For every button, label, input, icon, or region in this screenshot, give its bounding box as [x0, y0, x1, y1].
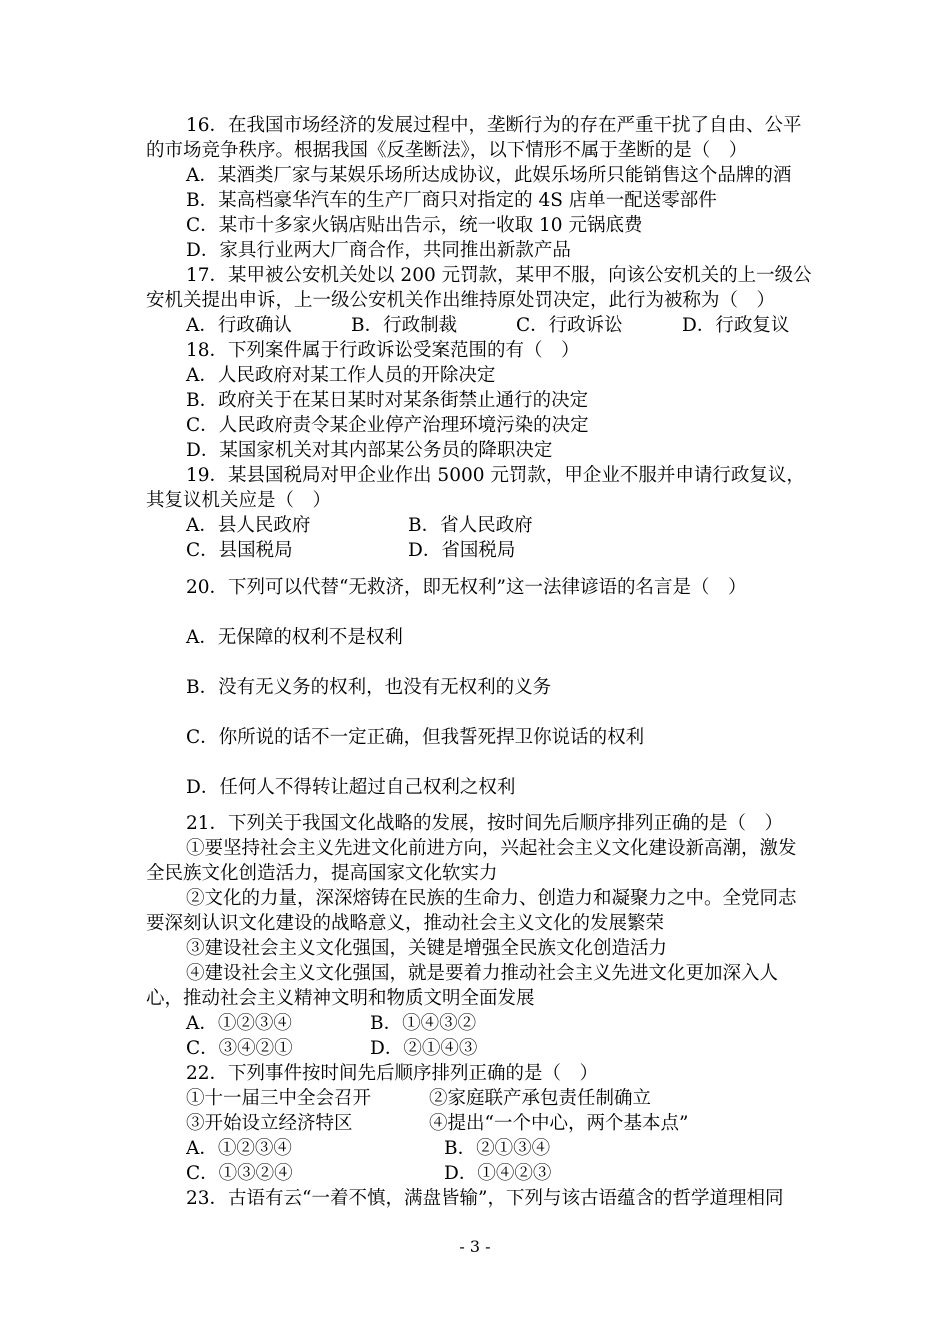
q16-stem-line1: 16．在我国市场经济的发展过程中，垄断行为的存在严重干扰了自由、公平 — [186, 115, 802, 136]
q19-stem-line2: 其复议机关应是（ ） — [146, 490, 332, 511]
q18-option-c: C．人民政府责令某企业停产治理环境污染的决定 — [186, 415, 589, 436]
q17-stem-line1: 17．某甲被公安机关处以 200 元罚款，某甲不服，向该公安机关的上一级公 — [186, 265, 812, 286]
q22-event-3: ③开始设立经济特区 — [186, 1113, 353, 1134]
q17-option-b: B．行政制裁 — [351, 315, 458, 336]
q17-option-a: A．行政确认 — [186, 315, 292, 336]
q16-option-b: B．某高档豪华汽车的生产厂商只对指定的 4S 店单一配送零部件 — [186, 190, 717, 211]
q16-option-d: D．家具行业两大厂商合作，共同推出新款产品 — [186, 240, 571, 261]
page-number: - 3 - — [459, 1237, 491, 1256]
q22-event-2: ②家庭联产承包责任制确立 — [429, 1088, 652, 1109]
q16-stem-line2: 的市场竞争秩序。根据我国《反垄断法》，以下情形不属于垄断的是（ ） — [146, 140, 748, 161]
q23-stem-line1: 23．古语有云“一着不慎，满盘皆输”，下列与该古语蕴含的哲学道理相同 — [186, 1188, 784, 1209]
q21-option-d: D．②①④③ — [370, 1038, 478, 1059]
q17-option-d: D．行政复议 — [682, 315, 790, 336]
q19-option-d: D．省国税局 — [408, 540, 516, 561]
q20-option-b: B．没有无义务的权利，也没有无权利的义务 — [186, 677, 552, 698]
q20-option-a: A．无保障的权利不是权利 — [186, 627, 403, 648]
q18-option-a: A．人民政府对某工作人员的开除决定 — [186, 365, 496, 386]
q19-option-b: B．省人民政府 — [408, 515, 533, 536]
q20-option-c: C．你所说的话不一定正确，但我誓死捍卫你说话的权利 — [186, 727, 645, 748]
q20-option-d: D．任何人不得转让超过自己权利之权利 — [186, 777, 516, 798]
q22-option-a: A．①②③④ — [186, 1138, 292, 1159]
q21-option-a: A．①②③④ — [186, 1013, 292, 1034]
q16-option-c: C．某市十多家火锅店贴出告示，统一收取 10 元锅底费 — [186, 215, 643, 236]
q16-option-a: A．某酒类厂家与某娱乐场所达成协议，此娱乐场所只能销售这个品牌的酒 — [186, 165, 792, 186]
q22-option-d: D．①④②③ — [444, 1163, 552, 1184]
q20-stem: 20．下列可以代替“无救济，即无权利”这一法律谚语的名言是（ ） — [186, 577, 747, 598]
q19-option-a: A．县人民政府 — [186, 515, 311, 536]
q22-event-1: ①十一届三中全会召开 — [186, 1088, 372, 1109]
q19-stem-line1: 19．某县国税局对甲企业作出 5000 元罚款，甲企业不服并申请行政复议， — [186, 465, 805, 486]
q22-option-c: C．①③②④ — [186, 1163, 293, 1184]
q21-statement-4-line1: ④建设社会主义文化强国，就是要着力推动社会主义先进文化更加深入人 — [186, 963, 779, 984]
q21-statement-1-line1: ①要坚持社会主义先进文化前进方向，兴起社会主义文化建设新高潮，激发 — [186, 838, 797, 859]
q18-stem: 18．下列案件属于行政诉讼受案范围的有（ ） — [186, 340, 580, 361]
q21-statement-1-line2: 全民族文化创造活力，提高国家文化软实力 — [146, 863, 498, 884]
q21-statement-3: ③建设社会主义文化强国，关键是增强全民族文化创造活力 — [186, 938, 668, 959]
q21-statement-2-line2: 要深刻认识文化建设的战略意义，推动社会主义文化的发展繁荣 — [146, 913, 665, 934]
q18-option-d: D．某国家机关对其内部某公务员的降职决定 — [186, 440, 553, 461]
q21-statement-2-line1: ②文化的力量，深深熔铸在民族的生命力、创造力和凝聚力之中。全党同志 — [186, 888, 797, 909]
q19-option-c: C．县国税局 — [186, 540, 293, 561]
q17-stem-line2: 安机关提出申诉，上一级公安机关作出维持原处罚决定，此行为被称为（ ） — [146, 290, 776, 311]
q17-option-c: C．行政诉讼 — [516, 315, 623, 336]
q21-stem: 21．下列关于我国文化战略的发展，按时间先后顺序排列正确的是（ ） — [186, 813, 784, 834]
q21-statement-4-line2: 心，推动社会主义精神文明和物质文明全面发展 — [146, 988, 535, 1009]
q22-option-b: B．②①③④ — [444, 1138, 551, 1159]
q21-option-c: C．③④②① — [186, 1038, 293, 1059]
q21-option-b: B．①④③② — [370, 1013, 477, 1034]
q22-stem: 22．下列事件按时间先后顺序排列正确的是（ ） — [186, 1063, 599, 1084]
q22-event-4: ④提出“一个中心，两个基本点” — [429, 1113, 689, 1134]
q18-option-b: B．政府关于在某日某时对某条街禁止通行的决定 — [186, 390, 589, 411]
